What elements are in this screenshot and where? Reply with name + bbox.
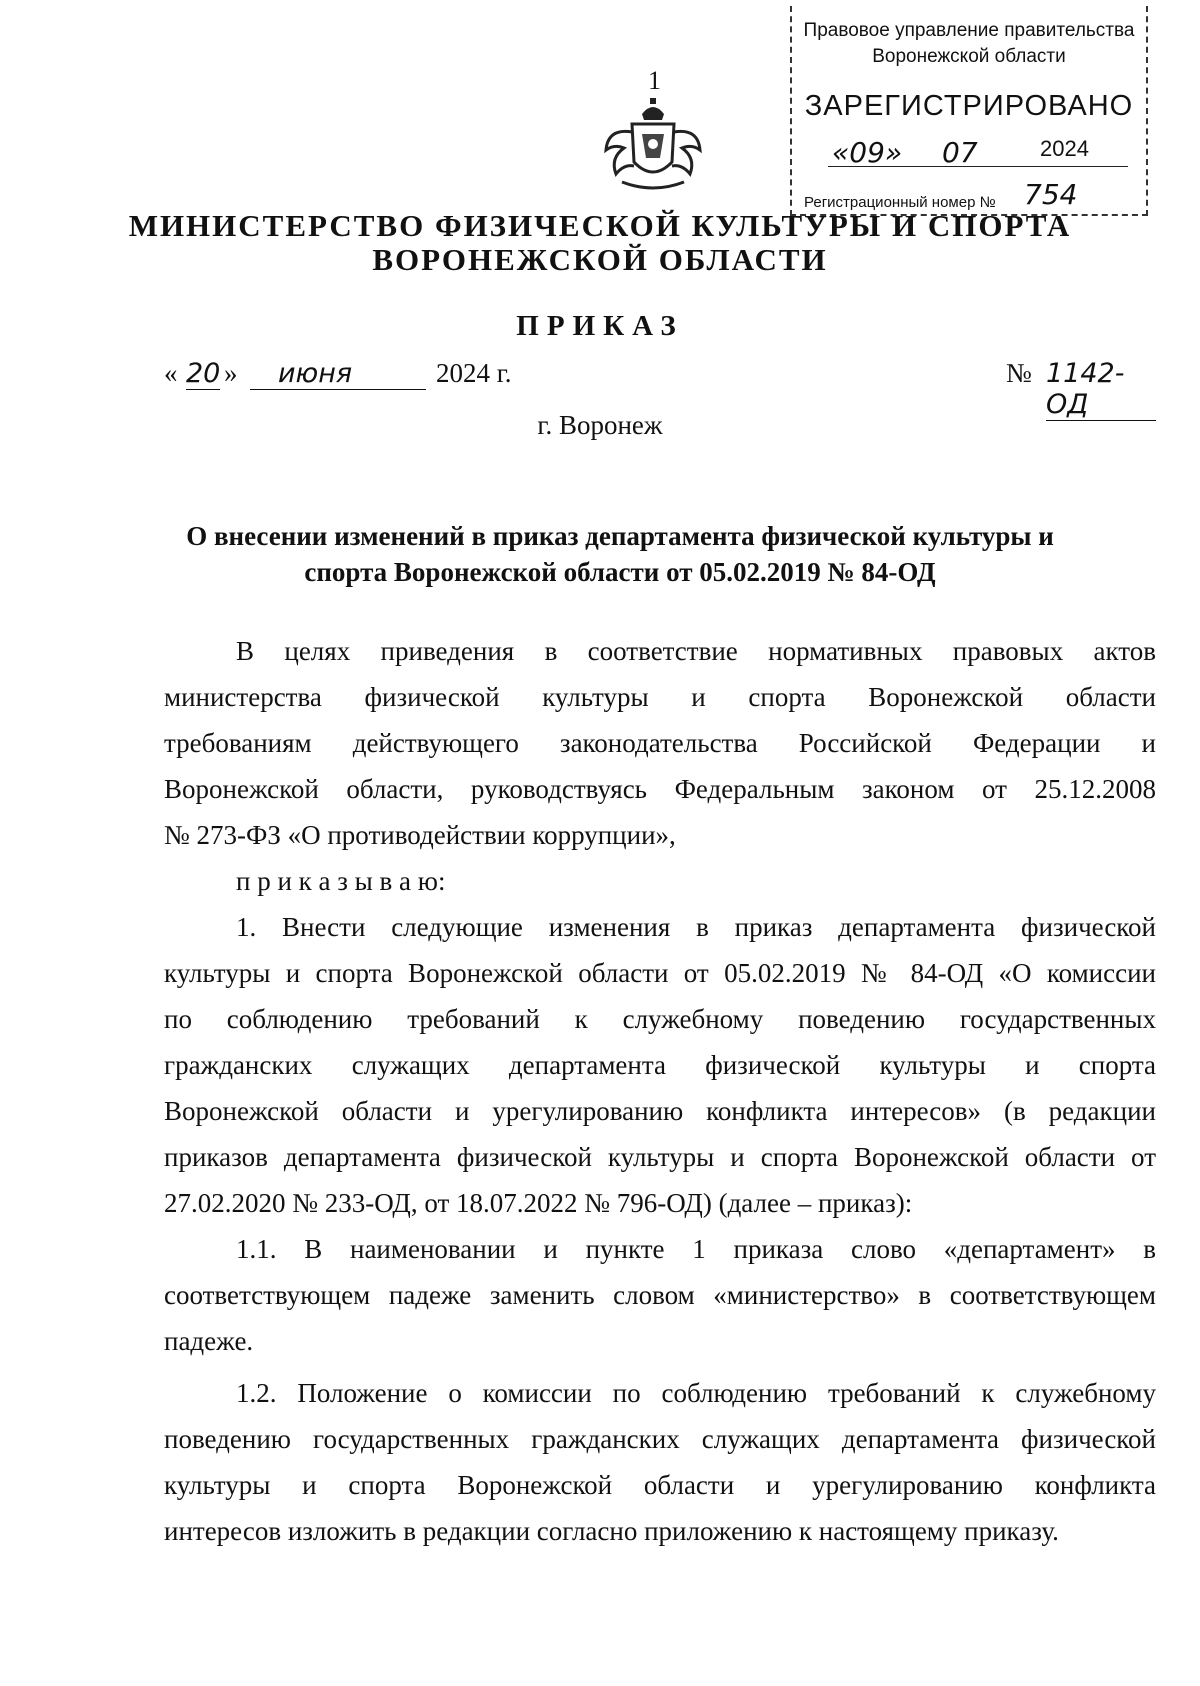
item1-2-line: культуры и спорта Воронежской области и урегулированию конфликта xyxy=(164,1470,1156,1500)
item1-line: 1. Внести следующие изменения в приказ департамента физической xyxy=(236,912,1156,942)
stamp-day: «09» xyxy=(832,136,903,169)
item1-line: приказов департамента физической культуры и спорта Воронежской области от xyxy=(164,1142,1156,1172)
ministry-name-line2: ВОРОНЕЖСКОЙ ОБЛАСТИ xyxy=(372,242,828,277)
item1-line: гражданских служащих департамента физической культуры и спорта xyxy=(164,1050,1156,1080)
preamble-line: Воронежской области, руководствуясь Федеральным законом от 25.12.2008 xyxy=(164,774,1156,804)
date-quote-open: « xyxy=(164,358,178,388)
order-number-sign: № xyxy=(1006,358,1032,388)
item1-line: культуры и спорта Воронежской области от 05.02.2019 № 84-ОД «О комиссии xyxy=(164,958,1156,988)
preamble-line: требованиям действующего законодательства Российской Федерации и xyxy=(164,728,1156,758)
item1-line: Воронежской области и урегулированию конфликта интересов» (в редакции xyxy=(164,1096,1156,1126)
order-month: июня xyxy=(250,358,426,390)
item1-1-line: соответствующем падеже заменить словом «министерство» в соответствующем xyxy=(164,1280,1156,1310)
subject-line2: спорта Воронежской области от 05.02.2019 № 84-ОД xyxy=(304,557,936,587)
subject-line1: О внесении изменений в приказ департамента физической культуры и xyxy=(186,521,1054,551)
page-number: 1 xyxy=(648,66,661,95)
item1-2-line: 1.2. Положение о комиссии по соблюдению требований к служебному xyxy=(236,1378,1156,1408)
stamp-date-underline xyxy=(828,166,1128,168)
order-day: 20 xyxy=(186,358,221,389)
item1-2-line: интересов изложить в редакции согласно приложению к настоящему приказу. xyxy=(164,1516,1059,1546)
ministry-name-line1: МИНИСТЕРСТВО ФИЗИЧЕСКОЙ КУЛЬТУРЫ И СПОРТА xyxy=(128,208,1072,243)
order-word: п р и к а з ы в а ю: xyxy=(236,866,446,896)
order-number: 1142-ОД xyxy=(1046,358,1156,421)
preamble-line: министерства физической культуры и спорта Воронежской области xyxy=(164,682,1156,712)
item1-line: по соблюдению требований к служебному поведению государственных xyxy=(164,1004,1156,1034)
document-type: ПРИКАЗ xyxy=(516,310,684,342)
item1-2-line: поведению государственных гражданских служащих департамента физической xyxy=(164,1424,1156,1454)
item1-1-line: падеже. xyxy=(164,1326,254,1356)
stamp-year: 2024 xyxy=(1040,136,1089,161)
stamp-region: Воронежской области xyxy=(872,46,1066,67)
stamp-reg-number: 754 xyxy=(1024,178,1078,211)
item1-1-line: 1.1. В наименовании и пункте 1 приказа слово «департамент» в xyxy=(236,1234,1156,1264)
date-quote-close: » xyxy=(224,358,238,388)
item1-line: 27.02.2020 № 233-ОД, от 18.07.2022 № 796-ОД) (далее – приказ): xyxy=(164,1188,913,1218)
stamp-authority: Правовое управление правительства xyxy=(803,20,1135,41)
stamp-registered: ЗАРЕГИСТРИРОВАНО xyxy=(804,90,1134,122)
stamp-reg-label: Регистрационный номер № xyxy=(804,194,996,211)
preamble-line: В целях приведения в соответствие нормативных правовых актов xyxy=(236,636,1156,666)
order-year: 2024 г. xyxy=(436,358,512,388)
coat-of-arms-icon xyxy=(598,98,708,194)
stamp-month: 07 xyxy=(942,136,978,169)
registration-stamp xyxy=(790,6,1148,216)
preamble-line: № 273-ФЗ «О противодействии коррупции», xyxy=(164,820,676,850)
city: г. Воронеж xyxy=(537,410,663,440)
